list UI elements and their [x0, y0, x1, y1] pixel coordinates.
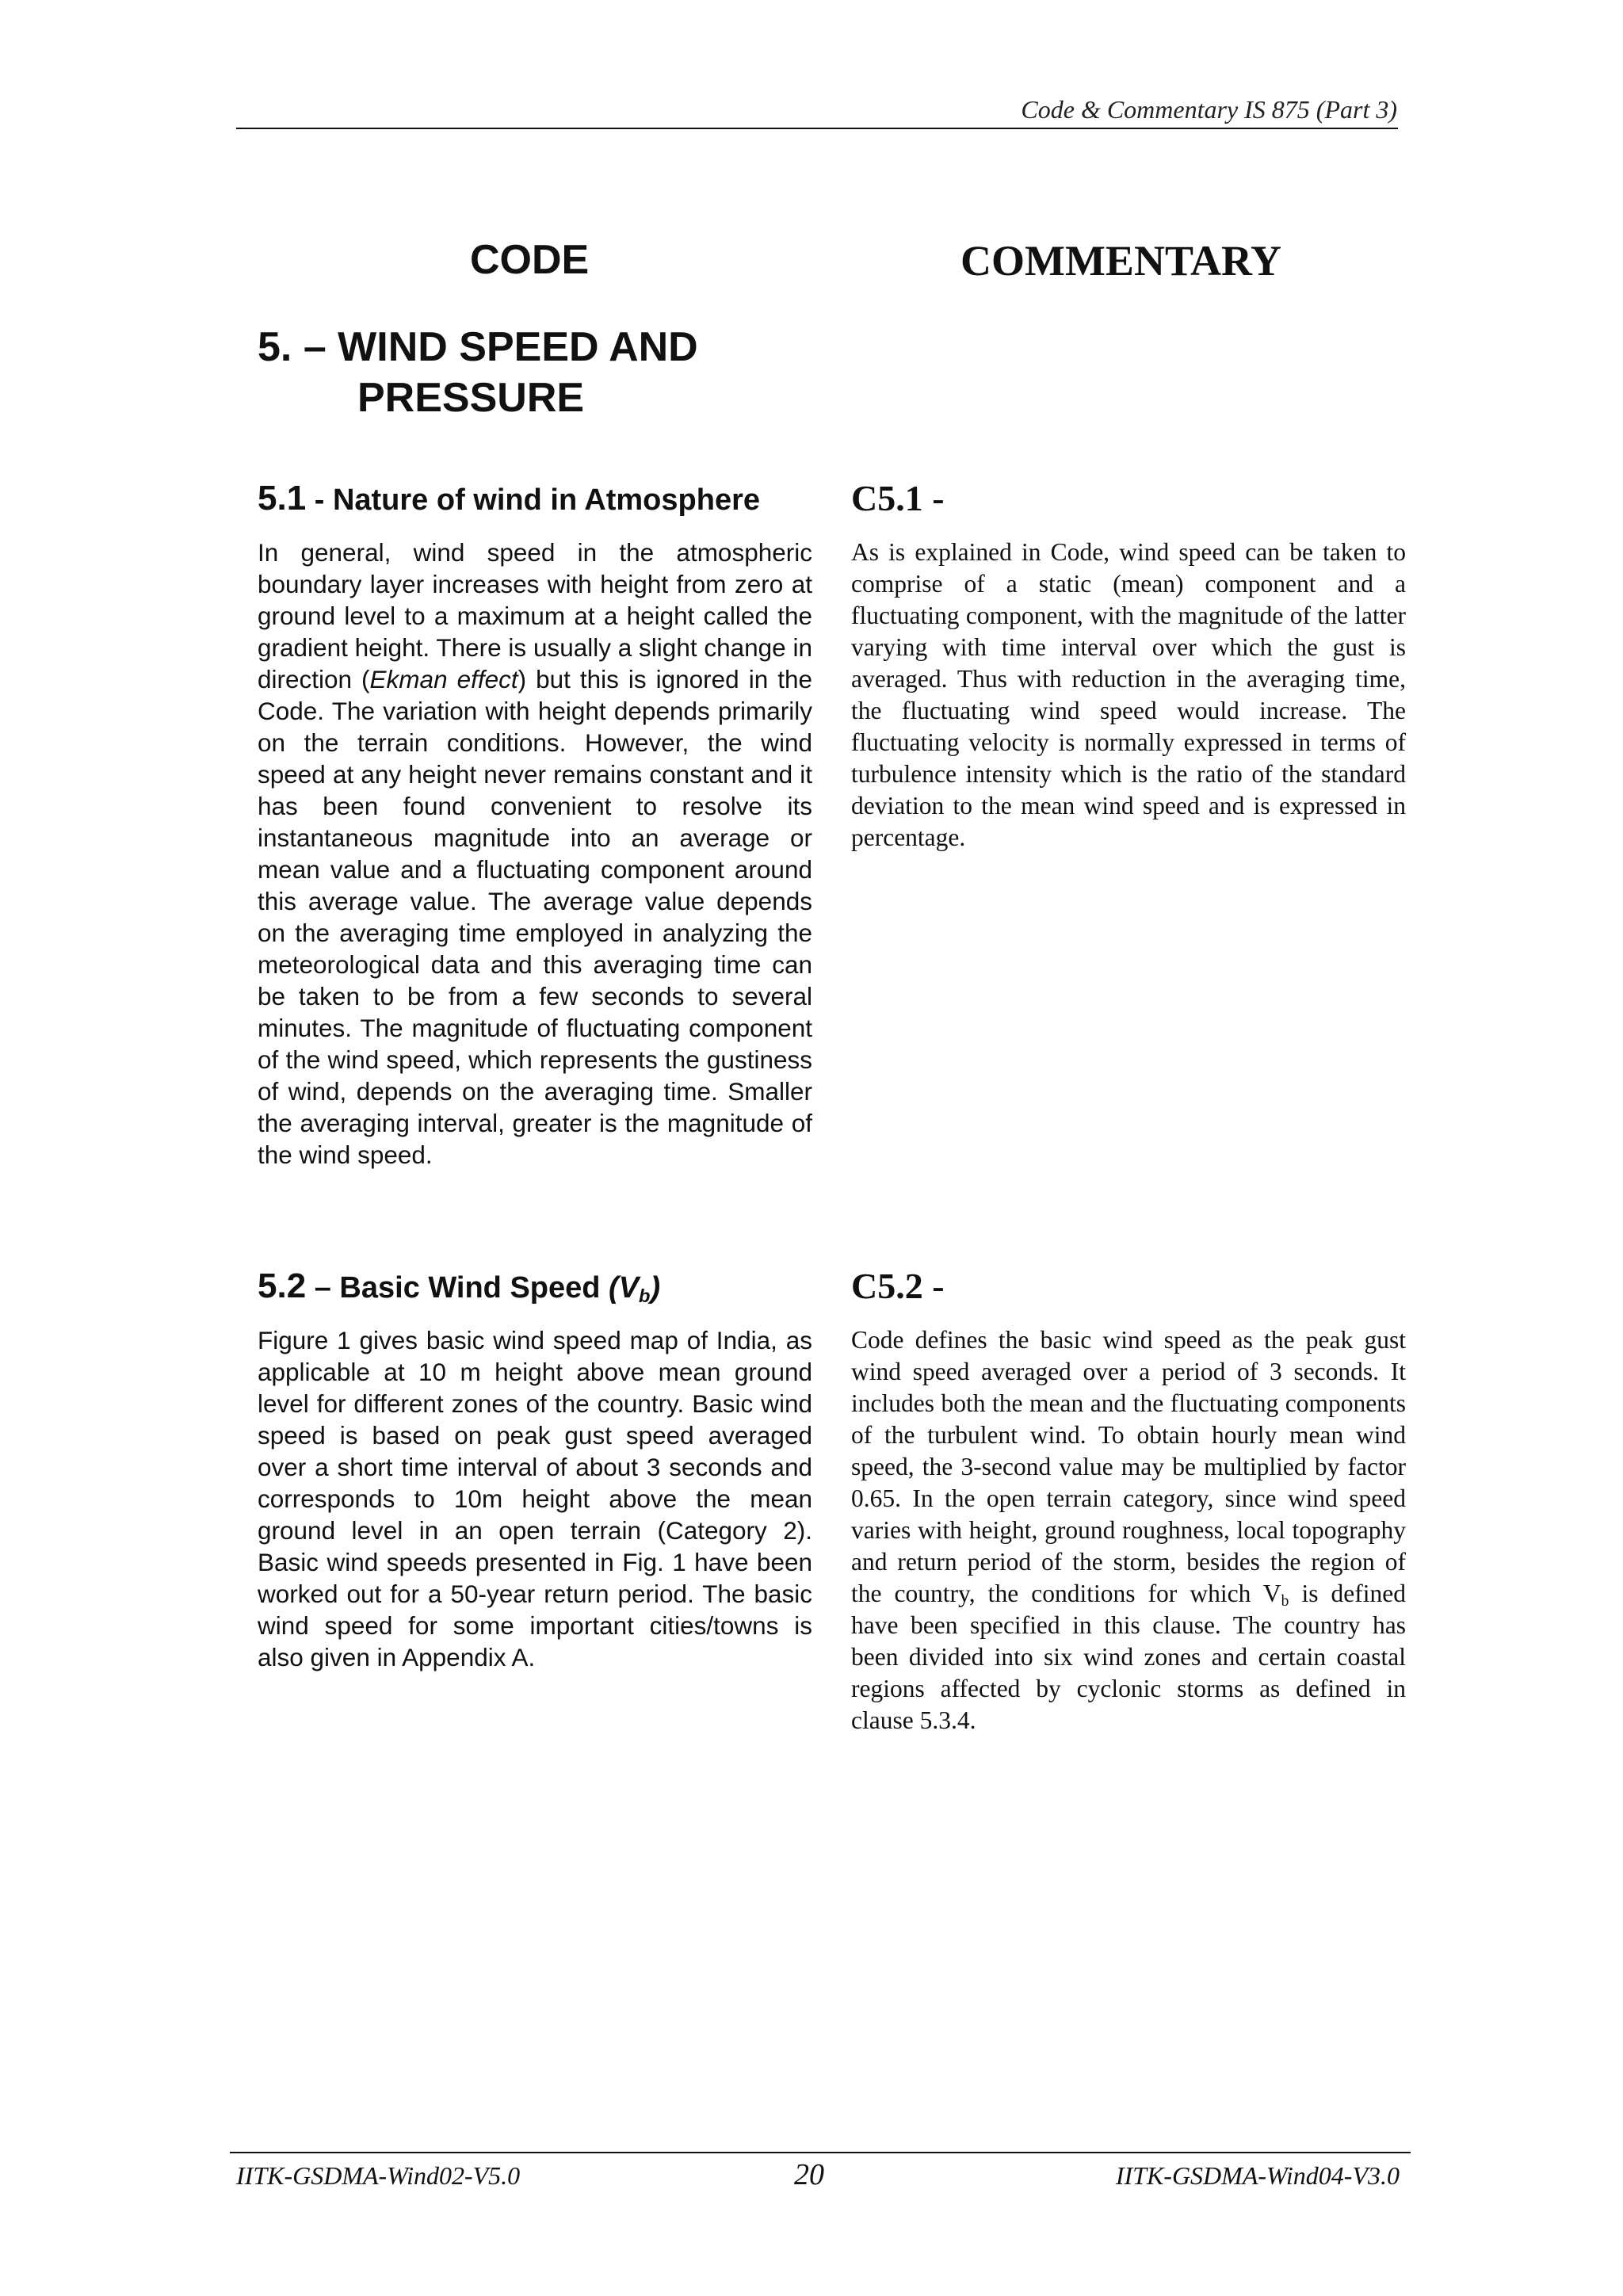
clause-5-2-symbol-v: (V — [609, 1271, 640, 1305]
footer-rule — [230, 2152, 1411, 2153]
clause-5-2-heading — [258, 1266, 660, 1306]
section-title-line2: PRESSURE — [357, 375, 585, 421]
clause-5-1-heading — [258, 479, 760, 518]
clause-5-2-number: 5.2 — [258, 1266, 307, 1305]
section-title-line1: 5. – WIND SPEED AND — [258, 324, 698, 370]
footer-doc-id-left: IITK-GSDMA-Wind02-V5.0 — [236, 2161, 521, 2190]
commentary-c5-1-body: As is explained in Code, wind speed can be taken to comprise of a static (mean) component and a fluctuating component, with the magnitude of the latter varying with time interval over which the gust is averaged. Thus with reduction in the averaging time, the fluctuating wind speed would increase. The fluctuating velocity is normally expressed in terms of turbulence intensity which is the ratio of the standard deviation to the mean wind speed and is expressed in percentage. — [851, 538, 1406, 851]
commentary-c5-2-body — [851, 1324, 1406, 1736]
clause-5-2-symbol-sub: b — [639, 1285, 651, 1306]
clause-5-2-body: Figure 1 gives basic wind speed map of India, as applicable at 10 m height above mean ground level for different zones of the country. Basic wind speed is based on peak gust speed averaged over a short time interval of about 3 seconds and corresponds to 10m height above the mean ground level in an open terrain (Category 2). Basic wind speeds presented in Fig. 1 have been worked out for a 50-year return period. The basic wind speed for some important cities/towns is also given in Appendix A. — [258, 1326, 812, 1671]
clause-5-1-number: 5.1 — [258, 479, 307, 518]
page-number: 20 — [794, 2158, 824, 2191]
clause-5-2-symbol — [609, 1271, 660, 1305]
commentary-c5-2-subscript: b — [1281, 1592, 1289, 1610]
commentary-c5-2-heading: C5.2 - — [851, 1266, 945, 1306]
commentary-column-heading: COMMENTARY — [960, 237, 1282, 285]
clause-5-1-text-b: ) but this is ignored in the Code. The variation with height depends primarily on the terrain conditions. However, the wind speed at any height never remains constant and it has been found convenient to resolve its instantaneous magnitude into an average or mean value and a fluctuating component around this average value. The average value depends on the averaging time employed in analyzing the meteorological data and this averaging time can be taken to be from a few seconds to several minutes. The magnitude of fluctuating component of the wind speed, which represents the gustiness of wind, depends on the averaging time. Smaller the averaging interval, greater is the magnitude of the wind speed. — [258, 665, 812, 1169]
section-title — [258, 322, 698, 423]
commentary-c5-2-text-b: is defined have been specified in this clause. The country has been divided into six wind zones and certain coastal regions affected by cyclonic storms as defined in clause 5.3.4. — [851, 1580, 1407, 1734]
commentary-c5-2-text-a: Code defines the basic wind speed as the peak gust wind speed averaged over a period of 3 seconds. It includes both the mean and the fluctuating components of the turbulent wind. To obtain hourly mean wind speed, the 3-second value may be multiplied by factor 0.65. In the open terrain category, since wind speed varies with height, ground roughness, local topography and return period of the storm, besides the region of the country, the conditions for which V — [851, 1326, 1406, 1607]
clause-5-2-title: – Basic Wind Speed — [306, 1271, 609, 1305]
clause-5-1-body — [258, 537, 812, 1171]
header-rule — [236, 128, 1398, 129]
clause-5-1-emphasis: Ekman effect — [369, 665, 518, 693]
code-column-heading: CODE — [470, 237, 590, 283]
clause-5-1-text-a: In general, wind speed in the atmospheric boundary layer increases with height from zero at ground level to a maximum at a height called the gradient height. There is usually a slight change in direction ( — [258, 538, 812, 693]
commentary-c5-1-heading: C5.1 - — [851, 478, 945, 518]
clause-5-2-symbol-close: ) — [650, 1271, 661, 1305]
header-text: Code & Commentary IS 875 (Part 3) — [1021, 95, 1397, 124]
footer-doc-id-right: IITK-GSDMA-Wind04-V3.0 — [1115, 2161, 1400, 2190]
clause-5-1-title: - Nature of wind in Atmosphere — [306, 483, 761, 517]
